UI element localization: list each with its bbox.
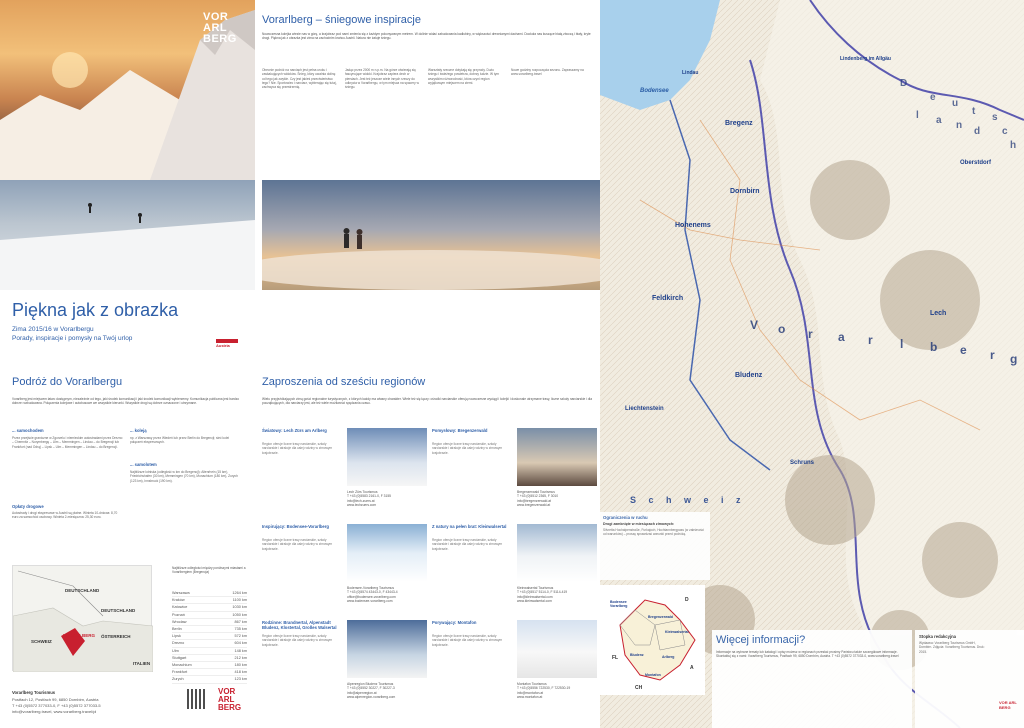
region-card-text: Region oferuje liczne trasy narciarskie, szkoły narciarskie i atrakcje dla całej rodziny w zimowym krajobrazie. — [432, 538, 503, 551]
travel-train-title: ... koleją — [130, 428, 147, 433]
map-deutschland-letter: u — [952, 98, 959, 109]
travel-car-title: ... samochodem — [12, 428, 44, 433]
travel-contact-title: Vorarlberg Tourismus — [12, 690, 56, 695]
restrictions-title: Ograniczenia w ruchu — [603, 515, 648, 520]
map-region-letter: a — [838, 330, 845, 344]
restrictions-text: Silvretta Hochalpenstraße, Furkajoch, Hochtannbergpass (w zależności od warunków) – proszę sprawdzać warunki przed podróżą. — [603, 528, 704, 537]
distance-row — [172, 676, 247, 683]
cover-title: Piękna jak z obrazka — [12, 300, 179, 320]
map-deutschland-letter: D — [900, 78, 908, 89]
inset-label-bodensee: Bodensee Vorarlberg — [610, 600, 628, 608]
distance-row — [172, 648, 247, 655]
region-card-title: Porywający: Montafon — [432, 620, 477, 625]
skiers-silhouette — [0, 180, 255, 290]
map-place-schruns: Schruns — [790, 460, 815, 466]
region-card-text: Region oferuje liczne trasy narciarskie, szkoły narciarskie i atrakcje dla całej rodziny w zimowym krajobrazie. — [262, 538, 333, 551]
distance-km: 123 km — [234, 677, 247, 682]
distance-city: Zurych — [172, 677, 184, 682]
travel-map — [12, 565, 152, 671]
distance-city: Monachium — [172, 663, 192, 668]
region-card-title: Pomysłowy: Bregenzerwald — [432, 428, 488, 433]
distance-row — [172, 604, 247, 611]
inset-label-arlberg: Arlberg — [662, 655, 675, 659]
travel-contact-1: Postfach 12, Postfach 99, 6850 Dornbirn, Austria — [12, 697, 99, 702]
cover-photo-skiers — [0, 180, 255, 290]
distance-row — [172, 633, 247, 640]
map-label-de-2: DEUTSCHLAND — [101, 608, 136, 613]
distance-city: Frankfurt — [172, 670, 188, 675]
distance-km: 572 km — [234, 634, 247, 639]
travel-contact-2: T +43 (0)5572 377033-0, F +43 (0)5572 377033-5 — [12, 703, 101, 708]
map-place-bodensee: Bodensee — [640, 88, 669, 94]
restrictions-box — [600, 512, 710, 580]
distance-row — [172, 669, 247, 676]
distance-km: 1030 km — [232, 605, 247, 610]
region-card-title: Z natury na pełen brat: Kleinwalsertal — [432, 524, 507, 529]
qr-code[interactable] — [187, 689, 207, 709]
travel-fees-text: Autostrady i drogi ekspresowe w Austrii są płatne. Winieta 10-dniowa: 8,70 euro za samochód osobowy. Winieta 2-miesięczna: 25,30 euro. — [12, 511, 118, 520]
region-card-photo — [517, 428, 597, 486]
inset-label-bludenz: Bludenz — [630, 653, 644, 657]
map-deutschland-letter: h — [1010, 140, 1017, 151]
region-card-title: Światowy: Lech Zürs am Arlberg — [262, 428, 327, 433]
restrictions-sub: Drogi zamknięte w miesiącach zimowych: — [603, 522, 675, 526]
inset-label-bregenzerwald: Bregenzerwald — [648, 615, 673, 619]
region-card-photo — [347, 524, 427, 582]
map-region-letter: o — [778, 322, 786, 336]
distance-caption: Najbliższe odległości między poniższymi miastami a Vorarlbergiem (Bregencja) — [172, 566, 246, 575]
distance-city: Berlin — [172, 627, 182, 632]
map-place-bludenz: Bludenz — [735, 372, 763, 379]
austria-logo-text: Austria — [216, 343, 230, 348]
map-region-letter: b — [930, 340, 938, 354]
intro-col-3: Warsztaty rzeczne dotykają się przyrody. Dużo śniegu i świeżego powietrza, dobrzy ludzie. W tym wszystkim różnorodność, która czyni region wyjątkowym miejscem na ziemi. — [428, 68, 500, 85]
distance-city: Wrocław — [172, 619, 187, 624]
map-region-letter: r — [990, 348, 995, 362]
region-card[interactable] — [432, 428, 597, 520]
region-card-text: Region oferuje liczne trasy narciarskie, szkoły narciarskie i atrakcje dla całej rodziny w zimowym krajobrazie. — [432, 442, 503, 455]
distance-row — [172, 640, 247, 647]
imprint-box — [915, 630, 1024, 728]
region-card-title: Inspirujący: Bodensee-Vorarlberg — [262, 524, 329, 529]
regions-lead: Wielu przyjeżdżających zimą gości regionalne turystycznych, z których każdy ma własny charakter. Wiele też się łączy: ośrodki narciarskie oferują nowoczesne wyciągi i kolejki i doskonale utrzymane trasy, liczne szkoły narciarskie i dla początkujących, dla narciarzy jest, ale też wiele możliwości spędzania czasu. — [262, 397, 592, 406]
region-card[interactable] — [432, 620, 597, 712]
logo-line-2: ARL — [203, 22, 228, 34]
more-info-title: Więcej informacji? — [716, 634, 806, 646]
inset-label-ch: CH — [635, 685, 643, 691]
map-place-bregenz: Bregenz — [725, 120, 753, 127]
footer-logo-2: ARL — [218, 695, 235, 704]
distance-row — [172, 612, 247, 619]
region-card-contact: Montafon Tourismus T +43 (0)5556 722530, F 722530-19 info@montafon.at www.montafon.at — [517, 682, 571, 699]
distance-city: Lipsk — [172, 634, 181, 639]
travel-plane-text: Najbliższe lotniska (odległość w km do Bregencji): Altenrhein (15 km), Friedrichshafen (30 km), Memmingen (70 km), Monachium (180 km), Zurych (123 km), Innsbruck (190 km). — [130, 470, 238, 483]
region-card[interactable] — [262, 428, 427, 520]
distance-km: 180 km — [234, 663, 247, 668]
region-card-contact: Alpenregion Bludenz Tourismus T +43 (0)5552 30227, F 30227-3 info@alpenregion.at www.alpenregion-vorarlberg.com — [347, 682, 396, 699]
footer-logo-3: BERG — [218, 703, 242, 712]
distance-row — [172, 662, 247, 669]
distance-city: Ulm — [172, 648, 179, 653]
distance-km: 735 km — [234, 627, 247, 632]
map-place-lindau: Lindau — [682, 70, 699, 76]
region-card[interactable] — [262, 524, 427, 616]
map-place-hohenems: Hohenems — [675, 222, 711, 229]
region-card-photo — [517, 620, 597, 678]
map-label-at: ÖSTERREICH — [101, 634, 131, 639]
distance-city: Poznań — [172, 612, 185, 617]
cover-subtitle-2: Porady, inspiracje i pomysły na Twój urlop — [12, 335, 133, 342]
intro-lead: Nowoczesna kolejka wiezie nas w górę, a krajobraz pod nami zmienia się z każdym pokonywanym metrem. W dolinie widać zabudowania kadłubiny, w większości drewnianymi dachami. Dookoła nas kuszące białą zboczą i biały, kryte drogi. Piękna jak z obrazka jest zima na zachodnim krańcu Austrii. Natura nie żałuje śniegu. — [262, 32, 591, 41]
distance-table — [172, 590, 247, 684]
map-liechtenstein: Liechtenstein — [625, 406, 664, 412]
map-deutschland-letter: n — [956, 120, 963, 131]
inset-label-fl: FL — [612, 655, 619, 661]
brand-logo — [203, 12, 245, 56]
cover-subtitle-1: Zima 2015/16 w Vorarlbergu — [12, 326, 94, 333]
map-region-letter: l — [900, 337, 904, 351]
distance-city: Stuttgart — [172, 655, 187, 660]
map-deutschland-letter: t — [972, 106, 976, 117]
map-deutschland-letter: e — [930, 92, 936, 103]
intro-title: Vorarlberg – śniegowe inspiracje — [262, 14, 421, 26]
footer-logo — [218, 688, 248, 718]
travel-title: Podróż do Vorarlbergu — [12, 376, 123, 388]
regions-title: Zaproszenia od sześciu regionów — [262, 376, 426, 388]
map-deutschland-letter: l — [916, 110, 919, 121]
region-card-contact: Bodensee-Vorarlberg Tourismus T +43 (0)5574 43443-0, F 43443-4 office@bodensee-vorarlberg.com www.bodensee-vorarlberg.com — [347, 586, 398, 603]
inset-label-montafon: Montafon — [645, 673, 661, 677]
region-card-photo — [347, 428, 427, 486]
travel-plane-title: ... samolotem — [130, 462, 157, 467]
travel-fees-title: Opłaty drogowe — [12, 504, 44, 509]
region-card-text: Region oferuje liczne trasy narciarskie, szkoły narciarskie i atrakcje dla całej rodziny w zimowym krajobrazie. — [262, 442, 333, 455]
travel-lead: Vorarlberg jest miejscem łatwo dostępnym, niezależnie od tego, jaki środek komunikacji i jaki środek komunikacji wybierzemy. Komunikacja publiczna jest bardzo dobrze rozbudowana. Połączenia kolejowe i autobusowe we wszystkie kierunki. Wszystkie drogi są dobrze oznaczone i utrzymane. — [12, 397, 240, 406]
distance-km: 148 km — [234, 648, 247, 653]
map-deutschland-letter: d — [974, 126, 981, 137]
distance-km: 418 km — [234, 670, 247, 675]
map-place-feldkirch: Feldkirch — [652, 295, 684, 302]
imprint-text: Wydawca: Vorarlberg Tourismus GmbH, Dornbirn. Zdjęcia: Vorarlberg Tourismus. Druk: 2015. — [919, 641, 985, 654]
region-card-title: Rodzinne: Brandnertal, Alpenstadt Bludenz, Klostertal, Großes Walsertal — [262, 620, 337, 631]
distance-km: 604 km — [234, 641, 247, 646]
inset-label-kleinwalsertal: Kleinwalsertal — [665, 630, 689, 634]
vorarlberg-map[interactable] — [600, 0, 1024, 728]
logo-line-3: BERG — [203, 33, 237, 45]
region-card-text: Region oferuje liczne trasy narciarskie, szkoły narciarskie i atrakcje dla całej rodziny w zimowym krajobrazie. — [262, 634, 333, 647]
distance-km: 212 km — [234, 655, 247, 660]
map-label-ch: SCHWEIZ — [31, 639, 52, 644]
region-card-photo — [517, 524, 597, 582]
austria-logo — [216, 339, 244, 353]
map-region-letter: r — [868, 333, 873, 347]
imprint-logo: VOR ARL BERG — [999, 700, 1017, 710]
region-card[interactable] — [262, 620, 427, 712]
map-deutschland-letter: c — [1002, 126, 1008, 137]
travel-train-text: np. z Warszawy przez Wiedeń lub przez Berlin do Bregencji; sieć kolei połączeń ekspresowych. — [130, 436, 230, 445]
distance-row — [172, 626, 247, 633]
map-deutschland-letter: a — [936, 115, 942, 126]
region-card-contact: Lech Zürs Tourismus T +43 (0)5583 2161-0, F 3155 info@lech-zuers.at www.lechzuers.com — [347, 490, 392, 507]
footer-logo-1: VOR — [218, 687, 236, 696]
logo-line-1: VOR — [203, 11, 229, 23]
map-region-letter: e — [960, 343, 967, 357]
more-info-box — [712, 630, 912, 728]
imprint-title: Stopka redakcyjna — [919, 634, 957, 639]
travel-contact-3: info@vorarlberg.travel, www.vorarlberg.travel/pl — [12, 709, 97, 714]
inset-label-a: A — [690, 665, 694, 671]
distance-row — [172, 655, 247, 662]
travel-car-text: Przez przejście graniczne w Zgorzelu i niemieckim autostradami przez Drezno – Chemnitz – Norymbergę – Ulm – Memmingen – Lindau – do Bregencji lub Frankfurt (nad Odrą) – Lipsk – Ulm – Memmingen – Lindau – do Bregencji. — [12, 436, 123, 449]
distance-row — [172, 597, 247, 604]
region-card-contact: Kleinwalsertal Tourismus T +43 (0)5517 5114-0, F 5114-419 info@kleinwalsertal.com www.kleinwalsertal.com — [517, 586, 568, 603]
inset-label-d: D — [685, 597, 689, 603]
skiers-sunset-photo — [262, 180, 600, 290]
map-label-de: DEUTSCHLAND — [65, 588, 100, 593]
region-card-contact: Bregenzerwald Tourismus T +43 (0)5512 2365, F 3010 info@bregenzerwald.at www.bregenzerwald.at — [517, 490, 559, 507]
distance-city: Warszawa — [172, 591, 190, 595]
map-region-letter: g — [1010, 352, 1018, 366]
map-schweiz: S c h w e i z — [630, 495, 746, 505]
inset-region-map — [600, 585, 705, 695]
distance-city: Kraków — [172, 598, 185, 603]
distance-km: 867 km — [234, 619, 247, 624]
intro-col-2: Jadąc przez 2000 m n.p.m. Na górze otwierają się fascynujące widoki. Krajobraz zapiera dech w piersiach. Jest też jeszcze wiele innych rzeczy do odkrycia w Vorarlbergu, w tym miejsca na spacery w śniegu. — [345, 68, 419, 90]
distance-row — [172, 590, 247, 597]
region-card-text: Region oferuje liczne trasy narciarskie, szkoły narciarskie i atrakcje dla całej rodziny w zimowym krajobrazie. — [432, 634, 503, 647]
more-info-text: Informacje na wybrane tematy lub katalogi i opisy możesz w regionach przesłać prosimy Państwu także szczegółowe informacje. Skontaktuj się z nami: Vorarlberg Tourismus, Postfach 99, 6850 Dornbirn, Austria. T +43 (0)5572 377033-0, www.vorarlberg.travel — [716, 650, 899, 659]
distance-km: 1050 km — [232, 612, 247, 617]
map-label-it: ITALIEN — [133, 661, 151, 666]
intro-col-4: Nowe godziny rozpoczęcia sezonu. Zapraszamy na www.vorarlberg.travel — [511, 68, 584, 77]
region-card-photo — [347, 620, 427, 678]
cloud-sea-illustration — [262, 180, 600, 290]
intro-col-1: Obecnie podróż na narciach jest pełna uroku i zaskakujących widoków. Śnieg, który uwalnia dolinę od tego jak zwykle. Czy jest jakieś przeciwieństwo tego? Nie. Sportowiec i narciarz, wybierając się tutaj, zachwyca się przestrzenią. — [262, 68, 337, 90]
distance-km: 1100 km — [232, 598, 247, 603]
distance-row — [172, 619, 247, 626]
region-card[interactable] — [432, 524, 597, 616]
map-label-vbg: VORARLBERG — [63, 633, 96, 638]
distance-city: Katowice — [172, 605, 188, 610]
distance-km: 1264 km — [232, 591, 247, 595]
map-region-letter: r — [808, 327, 813, 341]
map-place-lech: Lech — [930, 310, 947, 317]
distance-city: Drezno — [172, 641, 185, 646]
map-region-letter: V — [750, 318, 759, 332]
map-deutschland-letter: s — [992, 112, 998, 123]
map-place-oberstdorf: Oberstdorf — [960, 160, 992, 166]
map-place-lindenberg: Lindenberg im Allgäu — [840, 56, 891, 62]
travel-map-shape — [13, 566, 153, 672]
map-place-dornbirn: Dornbirn — [730, 188, 760, 195]
